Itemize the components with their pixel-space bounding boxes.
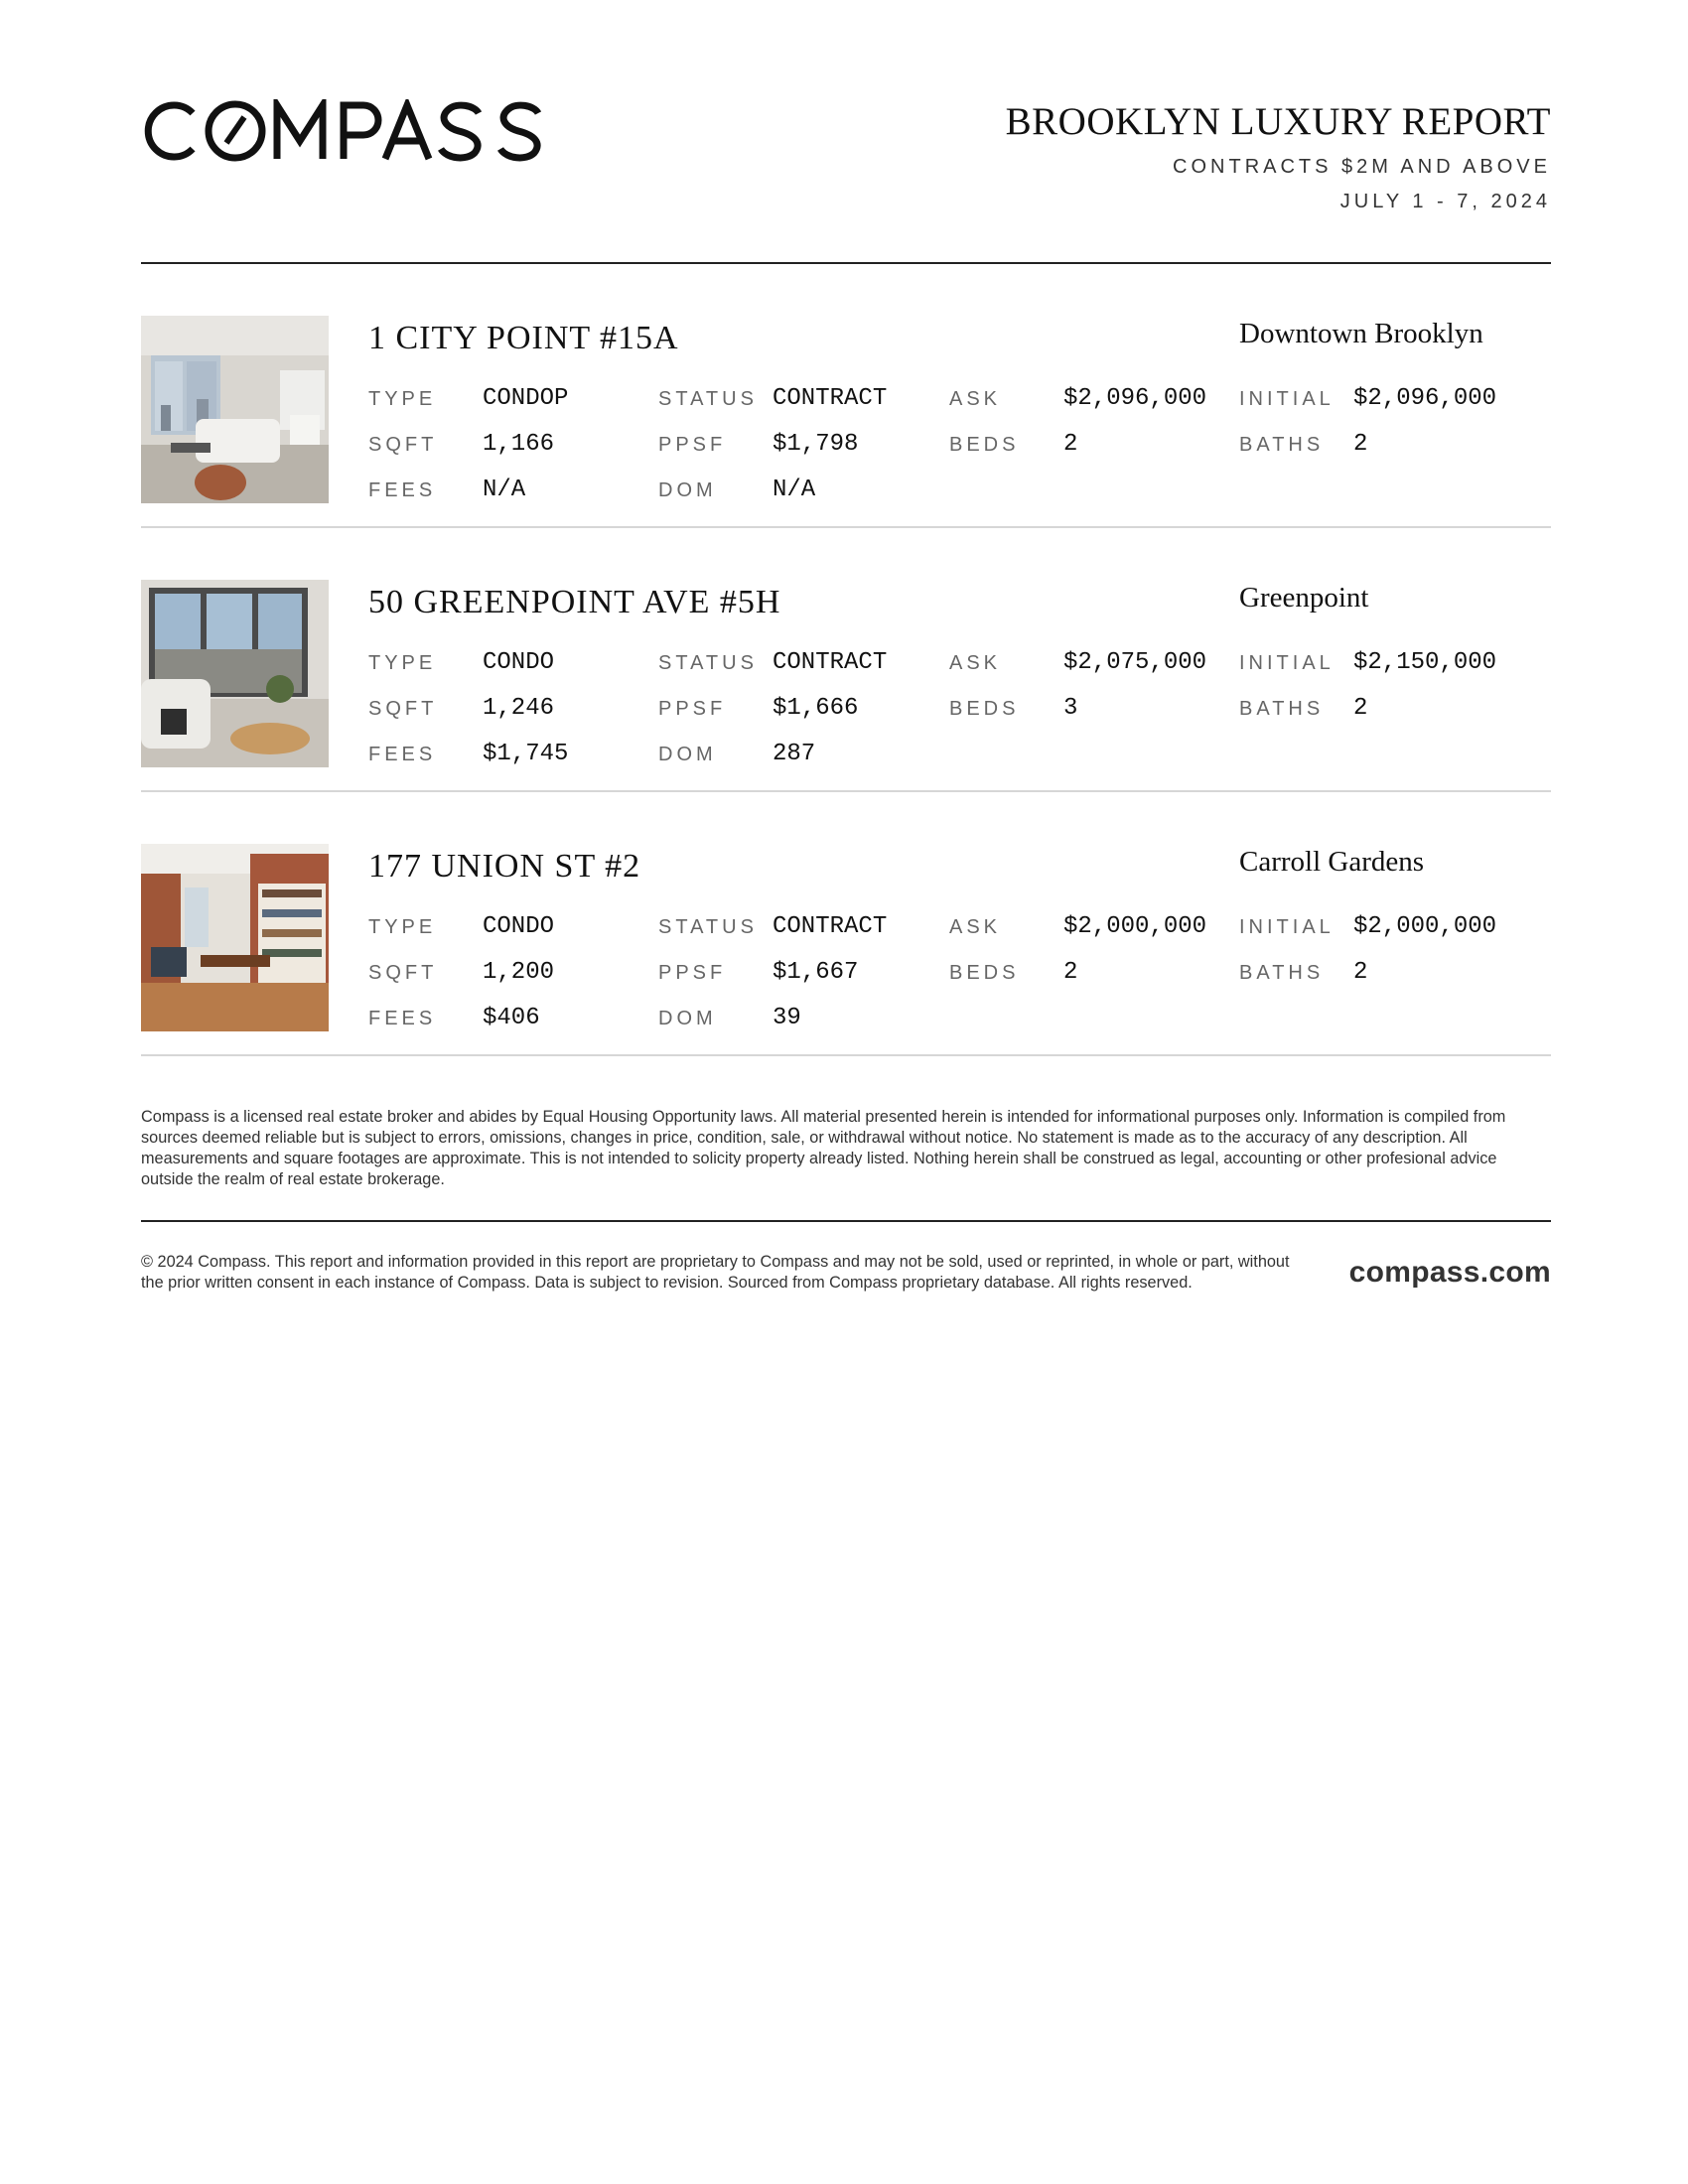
ppsf-value: $1,667: [773, 959, 859, 986]
type-value: CONDO: [483, 913, 555, 940]
sqft-value: 1,246: [483, 695, 555, 722]
type-value: CONDO: [483, 649, 555, 676]
status-value: CONTRACT: [773, 913, 888, 940]
disclaimer-text: Compass is a licensed real estate broker and abides by Equal Housing Opportunity laws. All material presented herein is intended for informational purposes only. Information is compiled from sources deemed reliable but is subject to errors, omissions, changes in price, condition, sale, or withdrawal without notice. No statement is made as to the accuracy of any description. All measurements and square footages are approximate. This is not intended to solicity property already listed. Nothing herein shall be construed as legal, accounting or other profesional advice outside the realm of real estate brokerage.: [141, 1108, 1506, 1188]
beds-value: 2: [1063, 959, 1078, 986]
listing-photo[interactable]: [141, 844, 329, 1031]
report-date-range: JULY 1 - 7, 2024: [1339, 191, 1551, 212]
initial-value: $2,150,000: [1353, 649, 1497, 676]
listing-photo[interactable]: [141, 580, 329, 767]
fees-value: N/A: [483, 477, 526, 503]
report-title: BROOKLYN LUXURY REPORT: [1005, 100, 1551, 143]
initial-value: $2,096,000: [1353, 385, 1497, 412]
baths-value: 2: [1353, 431, 1368, 458]
footer-divider: [141, 1220, 1551, 1222]
listing-address[interactable]: 50 GREENPOINT AVE #5H: [368, 584, 781, 620]
ask-value: $2,000,000: [1063, 913, 1207, 940]
beds-value: 3: [1063, 695, 1078, 722]
initial-value: $2,000,000: [1353, 913, 1497, 940]
listing-card: 1 CITY POINT #15A Downtown Brooklyn TYPE CONDOP SQFT 1,166 FEES N/A STATUS CONTRACT PPSF $1,798 DOM N/A ASK $2,096,000 BEDS 2 INITIAL $2,096,000 BATHS 2: [141, 264, 1551, 528]
sqft-value: 1,200: [483, 959, 555, 986]
report-subtitle: CONTRACTS $2M AND ABOVE: [1173, 156, 1551, 178]
listing-address[interactable]: 177 UNION ST #2: [368, 848, 641, 885]
ask-value: $2,096,000: [1063, 385, 1207, 412]
listing-card: 50 GREENPOINT AVE #5H Greenpoint TYPE CONDO SQFT 1,246 FEES $1,745 STATUS CONTRACT PPSF $1,666 DOM 287 ASK $2,075,000 BEDS 3 INITIAL $2,150,000 BATHS 2: [141, 528, 1551, 792]
compass-wordmark-icon: [141, 99, 564, 163]
beds-value: 2: [1063, 431, 1078, 458]
listing-address[interactable]: 1 CITY POINT #15A: [368, 320, 679, 356]
ppsf-value: $1,666: [773, 695, 859, 722]
status-value: CONTRACT: [773, 649, 888, 676]
baths-value: 2: [1353, 959, 1368, 986]
report-page: [141, 0, 1551, 1292]
listing-neighborhood: Downtown Brooklyn: [1239, 318, 1483, 349]
fees-value: $406: [483, 1005, 540, 1031]
ask-value: $2,075,000: [1063, 649, 1207, 676]
type-value: CONDOP: [483, 385, 569, 412]
ppsf-value: $1,798: [773, 431, 859, 458]
listing-card: 177 UNION ST #2 Carroll Gardens TYPE CONDO SQFT 1,200 FEES $406 STATUS CONTRACT PPSF $1,667 DOM 39 ASK $2,000,000 BEDS 2 INITIAL $2,000,000 BATHS 2: [141, 792, 1551, 1056]
listing-neighborhood: Greenpoint: [1239, 582, 1369, 614]
dom-value: 39: [773, 1005, 801, 1031]
listing-neighborhood: Carroll Gardens: [1239, 846, 1425, 878]
website-link[interactable]: compass.com: [1348, 1256, 1551, 1289]
fees-value: $1,745: [483, 741, 569, 767]
compass-logo: [141, 99, 564, 163]
sqft-value: 1,166: [483, 431, 555, 458]
dom-value: N/A: [773, 477, 816, 503]
report-header: [141, 0, 1551, 264]
listing-photo[interactable]: [141, 316, 329, 503]
status-value: CONTRACT: [773, 385, 888, 412]
baths-value: 2: [1353, 695, 1368, 722]
dom-value: 287: [773, 741, 816, 767]
copyright-text: © 2024 Compass. This report and information provided in this report are proprietary to Compass and may not be sold, used or reprinted, in whole or part, without the prior written consent in each instance of Compass. Data is subject to revision. Sourced from Compass proprietary database. All rights reserved.: [141, 1253, 1290, 1292]
